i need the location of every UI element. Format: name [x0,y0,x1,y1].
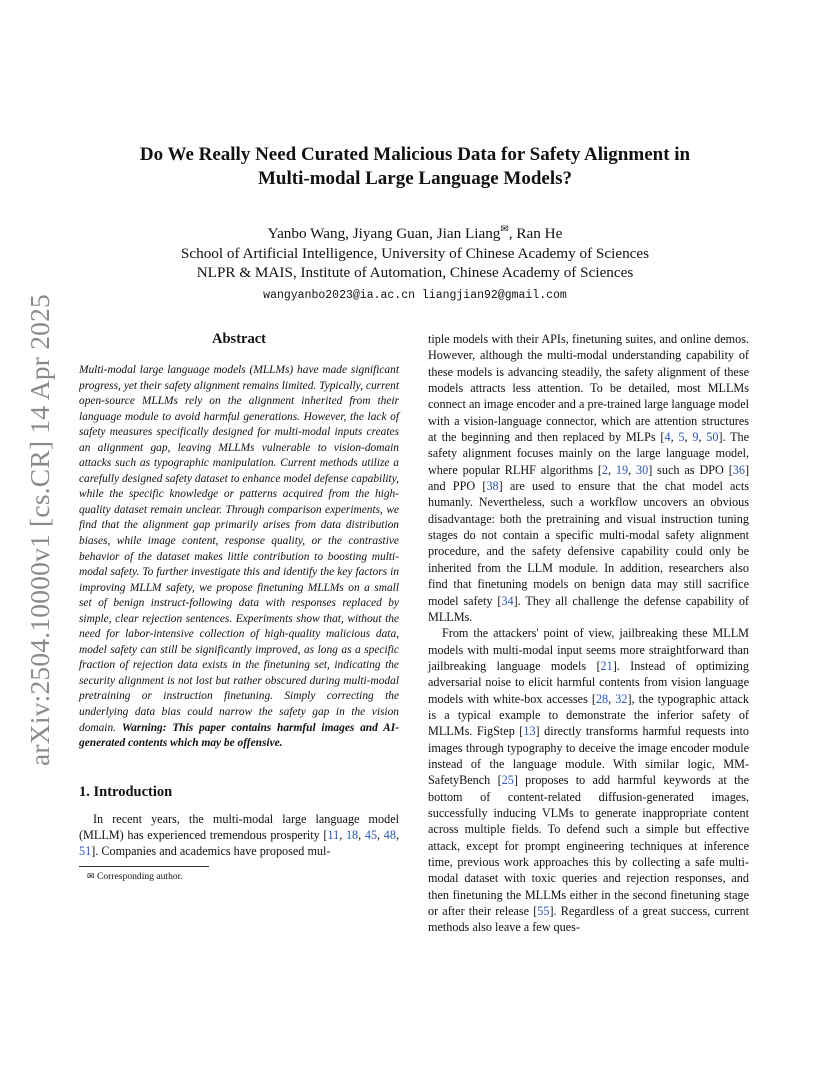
citation-link[interactable]: 5 [678,430,685,445]
citation-link[interactable]: 48 [383,828,396,843]
citation-link[interactable]: 36 [732,462,745,477]
left-column [79,331,399,883]
text-run: ]. Regardless of a great success, current methods also leave a few ques- [428,904,749,935]
text-run: ]. Instead of optimizing adversarial noise to elicit harmful contents from vision language models with white-box accesses [ [428,658,749,706]
citation-link[interactable]: 45 [364,828,378,843]
abstract-warning: Warning: This paper contains harmful images and AI-generated contents which may be offensive. [79,721,400,750]
text-run: , [608,691,616,706]
text-run: , [684,430,693,445]
affiliation-2: NLPR & MAIS, Institute of Automation, Chinese Academy of Sciences [196,264,634,282]
text-run: ]. The safety alignment focuses mainly on the large language model, where popular RLHF algorithms [ [428,430,750,477]
intro-paragraph-1 [79,811,399,860]
author-block [80,220,750,305]
citation-link[interactable]: 32 [615,691,628,706]
text-run: From the attackers' point of view, jailbreaking these MLLM models with multi-modal input seems more straightforward than jailbreaking language models [ [428,626,749,673]
text-run: ]. Companies and academics have proposed mul- [91,844,331,859]
introduction-heading: 1. Introduction [79,783,173,800]
citation-link[interactable]: 25 [501,773,514,788]
citation-link[interactable]: 34 [501,593,514,608]
envelope-icon: ✉ [500,224,509,235]
text-run: ] such as DPO [ [648,462,733,477]
citation-link[interactable]: 51 [79,844,92,859]
text-run: ] directly transforms harmful requests into images through typography to deceive the image encoder module instead of the language module. With similar logic, MM-SafetyBench [ [428,724,749,788]
citation-link[interactable]: 30 [636,462,649,477]
citation-link[interactable]: 4 [664,430,671,445]
citation-link[interactable]: 50 [706,430,719,445]
text-run: , [339,828,346,843]
right-column [428,331,749,936]
citation-link[interactable]: 18 [345,828,359,843]
text-run: , [698,430,707,445]
citation-link[interactable]: 9 [692,430,699,445]
citation-link[interactable]: 55 [537,904,550,919]
footnote-text: Corresponding author. [94,870,183,882]
text-run: In recent years, the multi-modal large language model (MLLM) has experienced tremendous prosperity [ [79,811,399,843]
abstract-text [79,363,399,752]
citation-link[interactable]: 38 [486,479,499,494]
text-run: tiple models with their APIs, finetuning suites, and online demos. However, although the multi-modal understanding capability of these models is advancing steadily, the safety alignment of these models attracts less attention. To be detailed, most MLLMs connect an image encoder and a pre-trained large language model with a vision-language connector, which are attention structures at the beginning and then replaced by MLPs [ [428,332,749,445]
citation-link[interactable]: 2 [601,462,608,477]
paper-title [80,143,750,191]
abstract-body: Multi-modal large language models (MLLMs) have made significant progress, yet their safety alignment remains limited. Typically, current open-source MLLMs rely on the alignment inherited from their language module to avoid harmful generations. However, the lack of safety measures specifically designed for multi-modal inputs creates an alignment gap, leaving MLLMs vulnerable to vision-domain attacks such as typographic manipulation. Current methods utilize a carefully designed safety dataset to enhance model defense capability, while the specific knowledge or patterns acquired from the high-quality dataset remain unclear. Through comparison experiments, we find that the alignment gap primarily arises from data distribution biases, while image content, response quality, or the contrastive behavior of the dataset makes little contribution to boosting multi-modal safety. To further investigate this and identify the key factors in improving MLLM safety, we propose finetuning MLLMs on a small set of benign instruct-following data with responses replaced by simple, clear rejection sentences. Experiments show that, without the need for labor-intensive collection of high-quality malicious data, model safety can still be significantly improved, as long as a specific fraction of rejection data exists in the finetuning set, indicating the security alignment is not lost but rather obscured during multi-modal pretraining or instruction finetuning. Simply correcting the underlying data bias could narrow the safety gap in the vision domain. [79,364,399,734]
abstract-heading: Abstract [212,331,266,347]
author-names [80,220,750,244]
text-run: ], the typographic attack is a typical example to demonstrate the inferior safety of MLLMs. FigStep [ [428,691,750,739]
text-run: , [628,462,637,477]
title-line-1: Do We Really Need Curated Malicious Data for Safety Alignment in [139,144,691,165]
citation-link[interactable]: 19 [615,462,629,477]
text-run: ] are used to ensure that the chat model acts humanly. Nevertheless, such a workflow uncovers an obvious disadvantage: both the pretraining and visual instruction tuning stages do not contain a specific multi-modal safety alignment procedure, and the safety defensive capability could only be inherited from the LLM module. In addition, researchers also find that finetuning models on benign data may still sacrifice model safety [ [428,479,750,608]
footnote-rule [79,866,209,867]
authors-prefix: Yanbo Wang, Jiyang Guan, Jian Liang [267,225,501,243]
text-run: , [607,462,616,477]
title-line-2: Multi-modal Large Language Models? [257,168,573,189]
text-run: ] and PPO [ [428,462,750,494]
citation-link[interactable]: 28 [595,691,609,706]
citation-link[interactable]: 11 [327,828,340,843]
text-run: , [670,430,679,445]
citation-link[interactable]: 21 [600,658,613,673]
footnote [87,870,399,883]
text-run: ]. They all challenge the defense capability of MLLMs. [428,593,749,624]
arxiv-identifier: arXiv:2504.10000v1 [cs.CR] 14 Apr 2025 [24,293,55,766]
intro-paragraph-1-continued [428,331,749,625]
text-run: , [377,828,384,843]
authors-suffix: , Ran He [508,225,563,243]
citation-link[interactable]: 13 [523,724,536,739]
text-run: , [395,828,399,843]
author-emails: wangyanbo2023@ia.ac.cn liangjian92@gmail.com [263,288,567,302]
intro-paragraph-2 [428,625,749,936]
text-run: ] proposes to add harmful keywords at the bottom of content-related diffusion-generated images, successfully inducing VLMs to generate inappropriate content across multiple fields. To defend such a simple but effective attack, except for prompt engineering techniques at inference time, previous work approaches this by collecting a safe multi-modal dataset with toxic queries and rejection responses, and then finetuning the MLLMs either in the second finetuning stage or after their release [ [428,773,749,919]
affiliation-1: School of Artificial Intelligence, University of Chinese Academy of Sciences [180,244,650,262]
text-run: , [358,828,365,843]
envelope-icon: ✉ [87,870,95,881]
